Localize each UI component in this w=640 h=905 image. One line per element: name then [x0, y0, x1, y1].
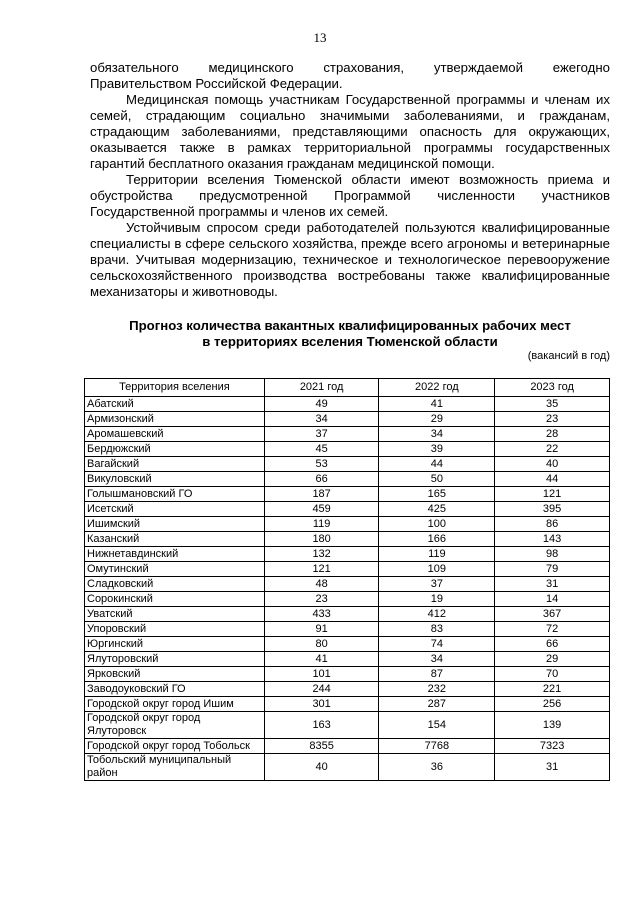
- value-2023-cell: 29: [495, 652, 610, 667]
- table-row: [85, 562, 610, 577]
- value-2021-cell: 244: [264, 682, 379, 697]
- value-2021-cell: 301: [264, 697, 379, 712]
- table-row: [85, 487, 610, 502]
- value-2021-cell: 187: [264, 487, 379, 502]
- value-2022-cell: 83: [379, 622, 495, 637]
- table-row: [85, 622, 610, 637]
- value-2023-cell: 143: [495, 532, 610, 547]
- table-row: [85, 397, 610, 412]
- value-2023-cell: 256: [495, 697, 610, 712]
- value-2022-cell: 87: [379, 667, 495, 682]
- value-2021-cell: 66: [264, 472, 379, 487]
- value-2023-cell: 367: [495, 607, 610, 622]
- paragraph: Устойчивым спросом среди работодателей пользуются квалифицированные специалисты в сфере сельского хозяйства, прежде всего агрономы и ветеринарные врачи. Учитывая модернизацию, техническое и технологическое перевооружение сельскохозяйственного производства востребованы также квалифицированные механизаторы и животноводы.: [90, 220, 610, 299]
- territory-cell: Ишимский: [85, 517, 265, 532]
- value-2021-cell: 180: [264, 532, 379, 547]
- value-2023-cell: 221: [495, 682, 610, 697]
- value-2022-cell: 39: [379, 442, 495, 457]
- table-row: [85, 532, 610, 547]
- territory-cell: Тобольский муниципальный район: [85, 754, 265, 781]
- table-body: [85, 397, 610, 781]
- value-2021-cell: 433: [264, 607, 379, 622]
- territory-cell: Бердюжский: [85, 442, 265, 457]
- body-text: [90, 60, 610, 300]
- value-2022-cell: 7768: [379, 739, 495, 754]
- value-2021-cell: 163: [264, 712, 379, 739]
- table-row: [85, 547, 610, 562]
- table-title: [90, 318, 610, 350]
- value-2023-cell: 139: [495, 712, 610, 739]
- table-row: [85, 472, 610, 487]
- territory-cell: Абатский: [85, 397, 265, 412]
- value-2022-cell: 74: [379, 637, 495, 652]
- value-2021-cell: 23: [264, 592, 379, 607]
- value-2021-cell: 53: [264, 457, 379, 472]
- territory-cell: Ярковский: [85, 667, 265, 682]
- value-2021-cell: 132: [264, 547, 379, 562]
- territory-cell: Сладковский: [85, 577, 265, 592]
- value-2022-cell: 34: [379, 652, 495, 667]
- value-2023-cell: 40: [495, 457, 610, 472]
- value-2022-cell: 37: [379, 577, 495, 592]
- value-2022-cell: 165: [379, 487, 495, 502]
- value-2021-cell: 41: [264, 652, 379, 667]
- paragraph: Территории вселения Тюменской области имеют возможность приема и обустройства предусмотренной Программой численности участников Государственной программы и членов их семей.: [90, 172, 610, 219]
- column-header-territory: Территория вселения: [85, 379, 265, 397]
- territory-cell: Городской округ город Тобольск: [85, 739, 265, 754]
- value-2022-cell: 425: [379, 502, 495, 517]
- value-2023-cell: 72: [495, 622, 610, 637]
- territory-cell: Омутинский: [85, 562, 265, 577]
- value-2022-cell: 44: [379, 457, 495, 472]
- territory-cell: Упоровский: [85, 622, 265, 637]
- territory-cell: Казанский: [85, 532, 265, 547]
- table-row: [85, 517, 610, 532]
- table-row: [85, 637, 610, 652]
- value-2022-cell: 412: [379, 607, 495, 622]
- table-row: [85, 652, 610, 667]
- territory-cell: Юргинский: [85, 637, 265, 652]
- column-header-2021: 2021 год: [264, 379, 379, 397]
- column-header-2022: 2022 год: [379, 379, 495, 397]
- table-row: [85, 712, 610, 739]
- value-2022-cell: 19: [379, 592, 495, 607]
- territory-cell: Городской округ город Ялуторовск: [85, 712, 265, 739]
- value-2021-cell: 119: [264, 517, 379, 532]
- value-2022-cell: 100: [379, 517, 495, 532]
- value-2023-cell: 121: [495, 487, 610, 502]
- table-row: [85, 457, 610, 472]
- territory-cell: Голышмановский ГО: [85, 487, 265, 502]
- table-row: [85, 592, 610, 607]
- value-2023-cell: 7323: [495, 739, 610, 754]
- table-row: [85, 502, 610, 517]
- territory-cell: Исетский: [85, 502, 265, 517]
- vacancy-forecast-table: [84, 378, 610, 781]
- table-row: [85, 577, 610, 592]
- table-unit: (вакансий в год): [527, 350, 610, 362]
- value-2021-cell: 459: [264, 502, 379, 517]
- territory-cell: Нижнетавдинский: [85, 547, 265, 562]
- value-2023-cell: 98: [495, 547, 610, 562]
- value-2023-cell: 35: [495, 397, 610, 412]
- value-2022-cell: 166: [379, 532, 495, 547]
- value-2021-cell: 40: [264, 754, 379, 781]
- value-2023-cell: 70: [495, 667, 610, 682]
- table-row: [85, 739, 610, 754]
- value-2021-cell: 8355: [264, 739, 379, 754]
- territory-cell: Аромашевский: [85, 427, 265, 442]
- table-row: [85, 667, 610, 682]
- value-2022-cell: 232: [379, 682, 495, 697]
- territory-cell: Ялуторовский: [85, 652, 265, 667]
- value-2021-cell: 80: [264, 637, 379, 652]
- value-2022-cell: 119: [379, 547, 495, 562]
- territory-cell: Армизонский: [85, 412, 265, 427]
- table-row: [85, 682, 610, 697]
- value-2022-cell: 34: [379, 427, 495, 442]
- value-2022-cell: 287: [379, 697, 495, 712]
- territory-cell: Заводоуковский ГО: [85, 682, 265, 697]
- value-2021-cell: 121: [264, 562, 379, 577]
- table-title-line: Прогноз количества вакантных квалифицированных рабочих мест: [129, 318, 571, 333]
- value-2021-cell: 49: [264, 397, 379, 412]
- territory-cell: Сорокинский: [85, 592, 265, 607]
- table-header-row: [85, 379, 610, 397]
- value-2023-cell: 14: [495, 592, 610, 607]
- value-2022-cell: 29: [379, 412, 495, 427]
- value-2023-cell: 79: [495, 562, 610, 577]
- value-2023-cell: 31: [495, 754, 610, 781]
- table-title-line: в территориях вселения Тюменской области: [202, 334, 498, 349]
- value-2022-cell: 41: [379, 397, 495, 412]
- value-2022-cell: 154: [379, 712, 495, 739]
- table-row: [85, 412, 610, 427]
- value-2023-cell: 22: [495, 442, 610, 457]
- paragraph: обязательного медицинского страхования, утверждаемой ежегодно Правительством Российской Федерации.: [90, 60, 610, 91]
- value-2021-cell: 34: [264, 412, 379, 427]
- value-2023-cell: 23: [495, 412, 610, 427]
- value-2023-cell: 44: [495, 472, 610, 487]
- table-row: [85, 754, 610, 781]
- column-header-2023: 2023 год: [495, 379, 610, 397]
- value-2022-cell: 50: [379, 472, 495, 487]
- value-2023-cell: 28: [495, 427, 610, 442]
- value-2023-cell: 31: [495, 577, 610, 592]
- territory-cell: Викуловский: [85, 472, 265, 487]
- table-row: [85, 427, 610, 442]
- value-2023-cell: 395: [495, 502, 610, 517]
- value-2022-cell: 36: [379, 754, 495, 781]
- paragraph: Медицинская помощь участникам Государственной программы и членам их семей, страдающим социально значимыми заболеваниями, и гражданам, страдающим заболеваниями, представляющими опасность для окружающих, оказывается также в рамках территориальной программы государственных гарантий бесплатного оказания гражданам медицинской помощи.: [90, 92, 610, 171]
- value-2021-cell: 48: [264, 577, 379, 592]
- table-row: [85, 442, 610, 457]
- territory-cell: Городской округ город Ишим: [85, 697, 265, 712]
- value-2021-cell: 91: [264, 622, 379, 637]
- value-2023-cell: 86: [495, 517, 610, 532]
- table-row: [85, 607, 610, 622]
- value-2023-cell: 66: [495, 637, 610, 652]
- table-row: [85, 697, 610, 712]
- territory-cell: Уватский: [85, 607, 265, 622]
- territory-cell: Вагайский: [85, 457, 265, 472]
- value-2022-cell: 109: [379, 562, 495, 577]
- value-2021-cell: 37: [264, 427, 379, 442]
- value-2021-cell: 101: [264, 667, 379, 682]
- page-number: 13: [313, 30, 327, 45]
- value-2021-cell: 45: [264, 442, 379, 457]
